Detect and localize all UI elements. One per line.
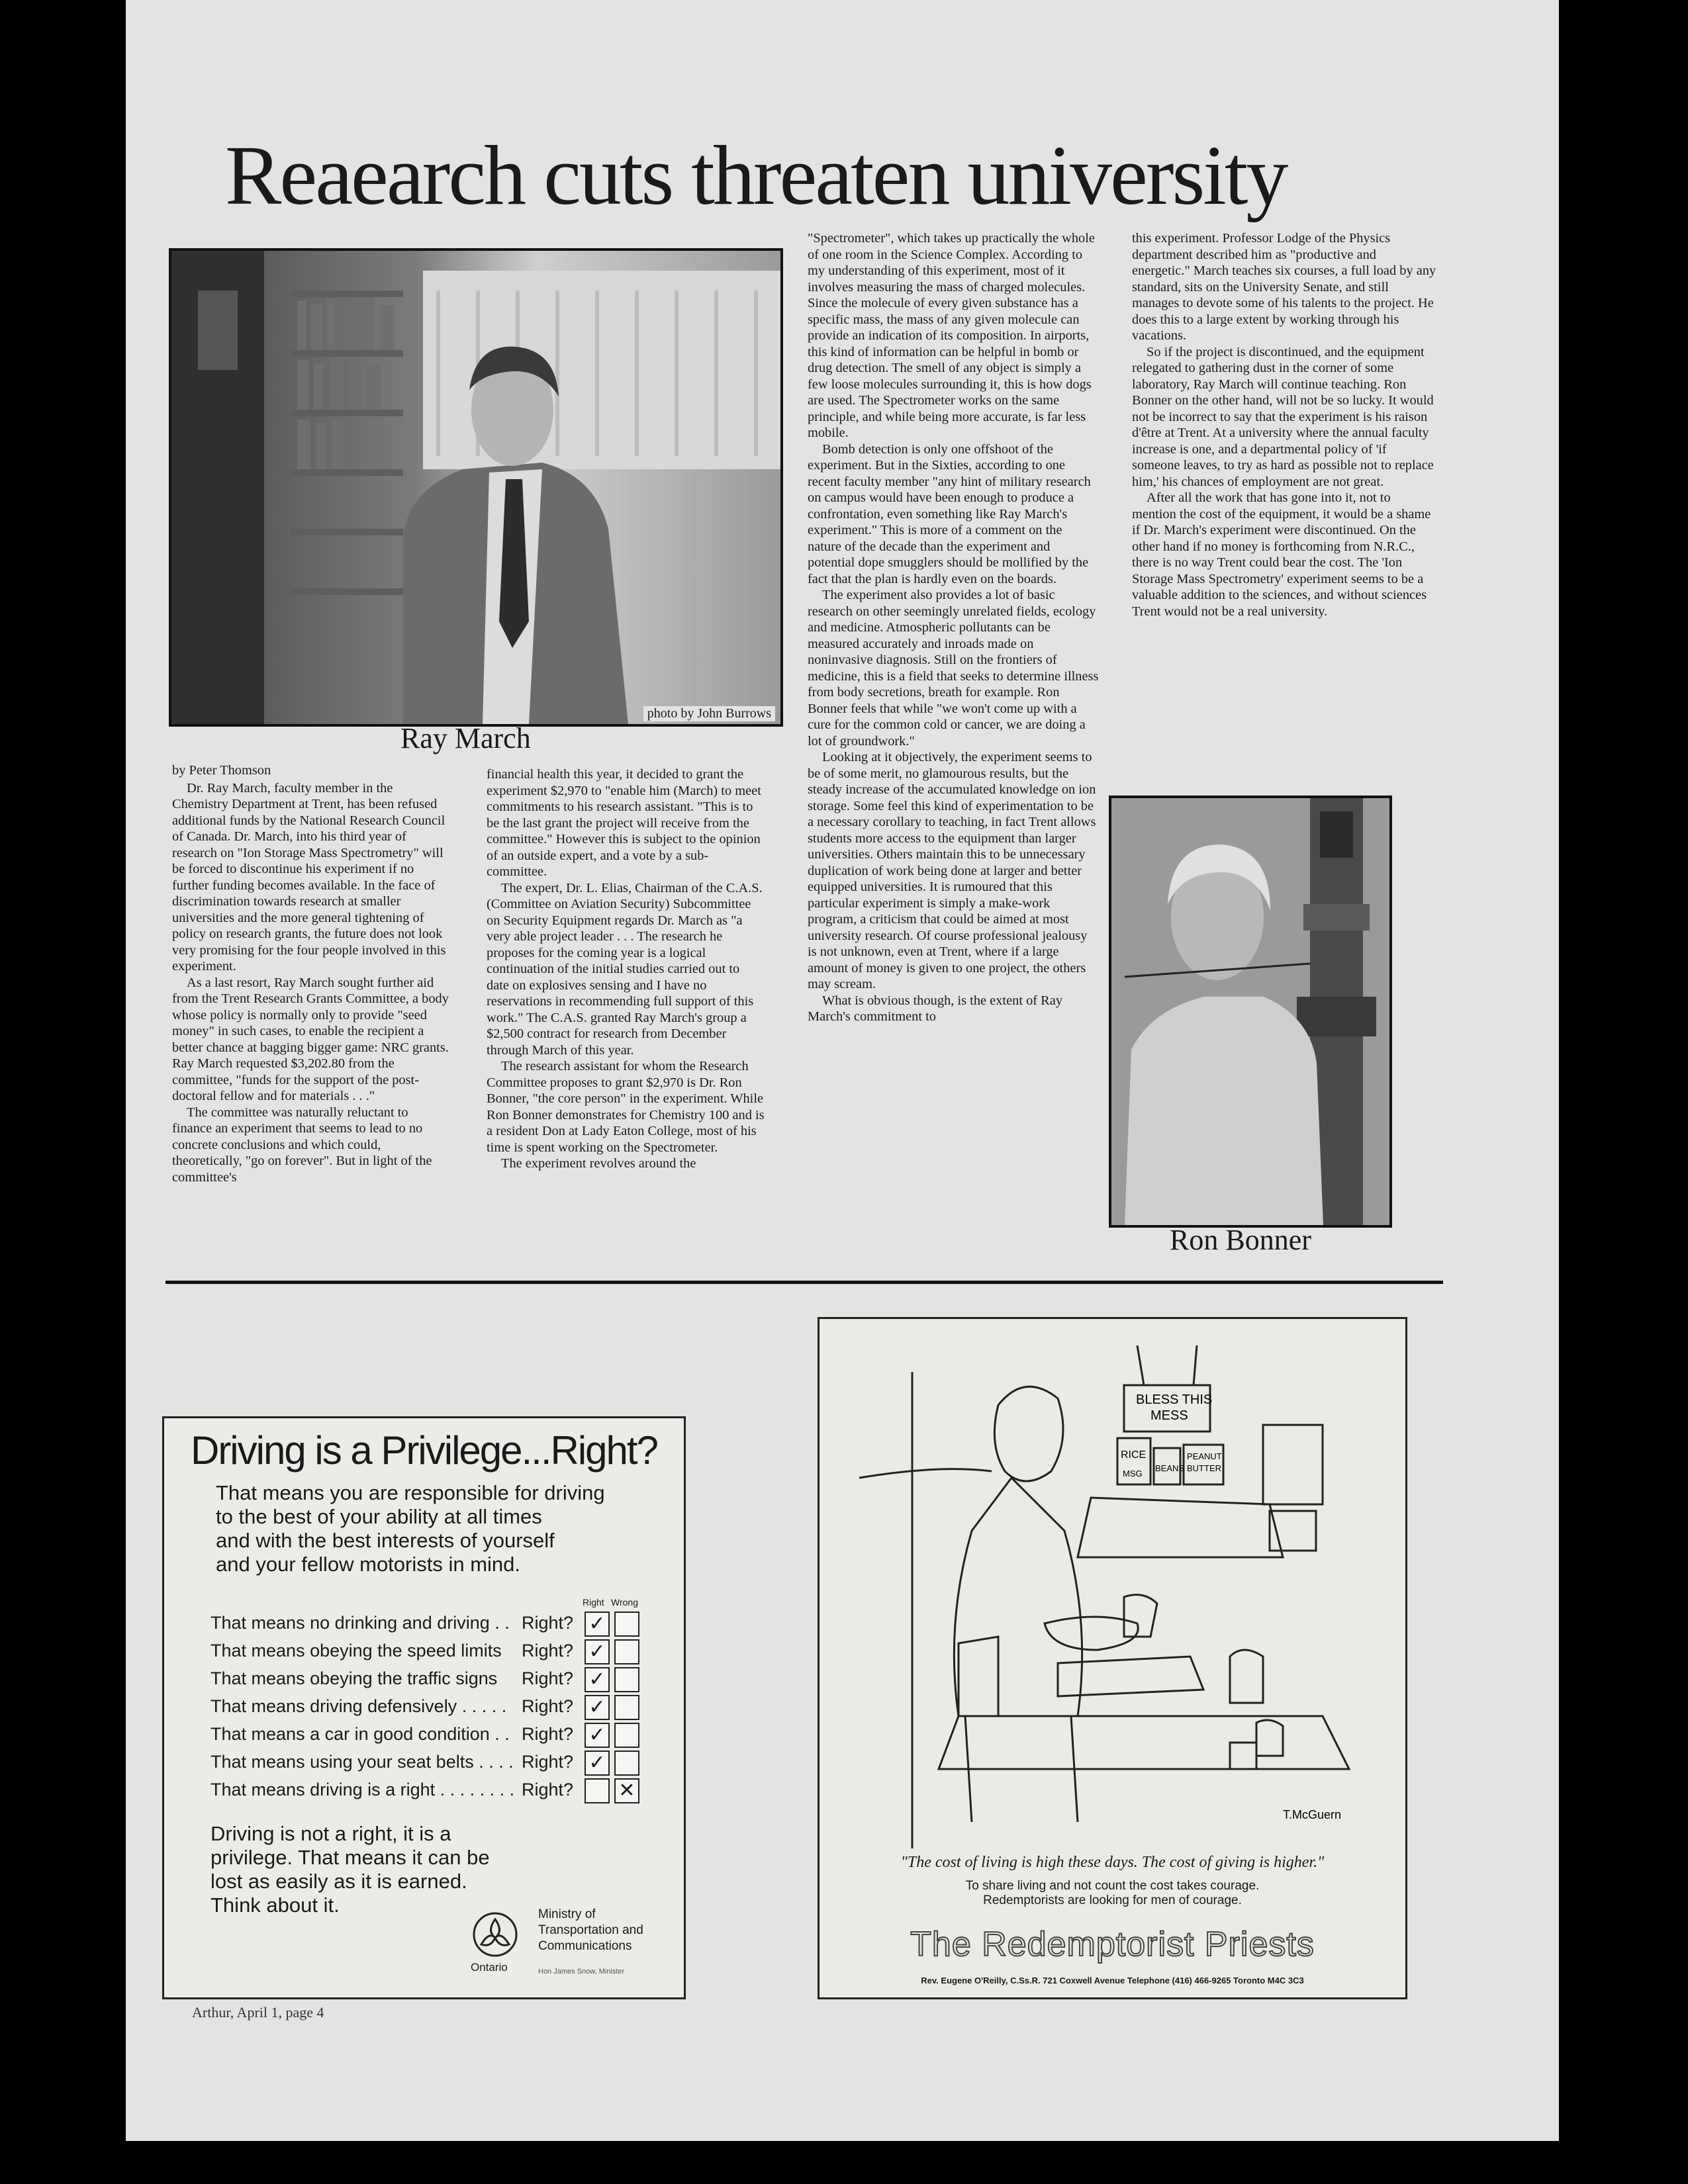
cartoon-illustration (859, 1345, 1369, 1848)
checklist-label: That means obeying the traffic signs (211, 1668, 498, 1688)
byline: by Peter Thomson (172, 763, 271, 778)
ad-closing-line: Think about it. (211, 1893, 340, 1917)
right-column-header: Right (583, 1597, 604, 1608)
ad-closing-line: privilege. That means it can be (211, 1846, 490, 1869)
ad-driving-privilege (162, 1416, 686, 1999)
ad-lead-line: to the best of your ability at all times (216, 1505, 542, 1528)
article-column-2 (487, 766, 765, 1172)
paragraph: this experiment. Professor Lodge of the Physics department described him as "productive and energetic." March teaches six courses, a full load by any standard, sits on the University Senate, and still manages to devote some of his talents to the project. He does this to a large extent by working through his vacations. (1132, 231, 1436, 343)
ad-redemptorist-priests (818, 1317, 1407, 1999)
right-checkbox: ✓ (585, 1612, 610, 1637)
right-checkbox: ✓ (585, 1723, 610, 1748)
checklist-question: Right? (522, 1752, 574, 1772)
right-checkbox: ✓ (585, 1751, 610, 1776)
ministry-line: Ministry of (538, 1907, 596, 1921)
article-column-4 (1132, 230, 1436, 619)
ad-subtext-line: To share living and not count the cost takes courage. (965, 1879, 1260, 1893)
ministry-line: Communications (538, 1939, 632, 1953)
paragraph: The research assistant for whom the Research Committee proposes to grant $2,970 is Dr. Ron Bonner, "the core person" in the experiment. While Ron Bonner demonstrates for Chemistry 100 and is a resident Don at Lady Eaton College, most of his time is spent working on the Spectrometer. (487, 1059, 765, 1155)
ontario-wordmark: Ontario (471, 1961, 508, 1974)
photo-ray-march-image (171, 251, 780, 724)
ad-quote: "The cost of living is high these days. The cost of giving is higher." (900, 1854, 1325, 1871)
checklist-row (211, 1610, 641, 1635)
photo-ron-bonner-image (1111, 798, 1389, 1225)
wrong-checkbox (614, 1723, 639, 1748)
section-divider (165, 1281, 1443, 1284)
checklist-row (211, 1638, 641, 1663)
paragraph: So if the project is discontinued, and the equipment relegated to gathering dust in the corner of some laboratory, Ray March will continue teaching. Ron Bonner on the other hand, will not be so lucky. It would not be incorrect to say that the experiment is his raison d'être at Trent. At a university where the annual faculty increase is one, and a departmental policy of 'if someone leaves, to try as hard as possible not to replace him,' his chances of employment are not great. (1132, 344, 1434, 489)
checklist-question: Right? (522, 1613, 574, 1633)
paragraph: The experiment also provides a lot of basic research on other seemingly unrelated fields, ecology and medicine. Atmospheric pollutants can be measured accurately and inroads made on noninvasive diagnosis. Still on the frontiers of medicine, this is a field that seeks to determine illness from body secretions, breath for example. Ron Bonner feels that while "we won't come up with a cure for the common cold or cancer, we are doing a lot of groundwork." (808, 588, 1099, 749)
wrong-checkbox: ✕ (614, 1778, 639, 1803)
cartoonist-signature: T.McGuern (1283, 1808, 1342, 1821)
wrong-checkbox (614, 1639, 639, 1664)
jar-label: BEANS (1155, 1463, 1185, 1473)
paragraph: After all the work that has gone into it, not to mention the cost of the equipment, it would be a shame if Dr. March's experiment were discontinued. On the other hand if no money is forthcoming from N.R.C., there is no way Trent could bear the cost. The 'Ion Storage Mass Spectrometry' experiment seems to be a valuable addition to the sciences, and without sciences Trent would not be a real university. (1132, 490, 1431, 619)
ad-lead-line: and your fellow motorists in mind. (216, 1553, 521, 1576)
jar-label: BUTTER (1187, 1463, 1221, 1473)
checklist-row (211, 1666, 641, 1691)
checklist-question: Right? (522, 1724, 574, 1744)
photo-ron-bonner (1109, 796, 1392, 1228)
page-footer: Arthur, April 1, page 4 (192, 2004, 324, 2021)
photo-caption-ron-bonner: Ron Bonner (1170, 1224, 1311, 1256)
wrong-column-header: Wrong (611, 1597, 638, 1608)
ad-subtext (820, 1879, 1405, 1908)
checklist-row (211, 1749, 641, 1774)
article-column-3 (808, 230, 1099, 1025)
ministry-line: Transportation and (538, 1923, 643, 1937)
photo-caption-ray-march: Ray March (400, 722, 531, 754)
checklist-label: That means driving defensively . . . . . (211, 1696, 507, 1716)
ad-closing-line: Driving is not a right, it is a (211, 1822, 451, 1845)
paragraph: As a last resort, Ray March sought further aid from the Trent Research Grants Committee, a body whose policy is normally only to provide "seed money" in such cases, to enable the recipient a better chance at bagging bigger game: NRC grants. Ray March requested $3,202.80 from the committee, "funds for the support of the post-doctoral fellow and for materials . . ." (172, 975, 449, 1103)
ad-subtext-line: Redemptorists are looking for men of courage. (983, 1893, 1242, 1907)
ministry-name (538, 1907, 643, 1954)
checklist-label: That means driving is a right . . . . . . . . (211, 1780, 515, 1799)
paragraph: "Spectrometer", which takes up practically the whole of one room in the Science Complex. According to my understanding of this experiment, most of it involves measuring the mass of charged molecules. Since the molecule of every given substance has a specific mass, the mass of any given molecule can provide an indication of its composition. In airports, this kind of information can be helpful in bomb or drug detection. The smell of any object is simply a few loose molecules surrounding it, this is how dogs are used. The Spectrometer works on the same principle, and while being more accurate, is far less mobile. (808, 231, 1095, 440)
ad-lead-line: That means you are responsible for driving (216, 1481, 605, 1504)
checklist-question: Right? (522, 1780, 574, 1799)
organization-address: Rev. Eugene O'Reilly, C.Ss.R. 721 Coxwell Avenue Telephone (416) 466-9265 Toronto M4C 3C3 (921, 1976, 1304, 1985)
minister-name: Hon James Snow, Minister (538, 1968, 625, 1976)
article-column-1 (172, 762, 450, 1185)
wrong-checkbox (614, 1695, 639, 1720)
paragraph: financial health this year, it decided to grant the experiment $2,970 to "enable him (March) to meet commitments to his research assistant. "This is to be the last grant the project will receive from the committee." However this is subject to the opinion of an outside expert, and a vote by a sub-committee. (487, 767, 761, 879)
cartoon-sign-line-1: BLESS THIS (1136, 1392, 1213, 1407)
headline: Reaearch cuts threaten university (225, 128, 1287, 222)
paragraph: The experiment revolves around the (501, 1156, 696, 1171)
ontario-trillium-icon (472, 1911, 518, 1958)
paragraph: The expert, Dr. L. Elias, Chairman of the C.A.S. (Committee on Aviation Security) Subcommittee on Security Equipment regards Dr. March as "a very able project leader . . . The research he proposes for the coming year is a logical continuation of the initial studies carried out to date on explosives sensing and I have no reservations in recommending full support of this work." The C.A.S. granted Ray March's group a $2,500 contract for research from December through March of this year. (487, 880, 763, 1058)
checklist-label: That means using your seat belts . . . . (211, 1752, 514, 1772)
paragraph: The committee was naturally reluctant to finance an experiment that seems to lead to no concrete conclusions and which could, theoretically, "go on forever". But in light of the committee's (172, 1105, 432, 1185)
checklist-question: Right? (522, 1668, 574, 1688)
right-checkbox: ✓ (585, 1695, 610, 1720)
paragraph: Bomb detection is only one offshoot of the experiment. But in the Sixties, according to one recent faculty member "any hint of military research on campus would have been enough to produce a confrontation, even something like Ray March's experiment." This is more of a comment on the nature of the decade than the experiment and potential dope smugglers should be mollified by the fact that the plan is hardly even on the boards. (808, 441, 1091, 586)
photo-ray-march (169, 248, 783, 727)
wrong-checkbox (614, 1612, 639, 1637)
checklist-label: That means obeying the speed limits (211, 1641, 502, 1661)
checklist-label: That means a car in good condition . . (211, 1724, 510, 1744)
jar-label: PEANUT (1187, 1451, 1222, 1461)
jar-label: RICE (1121, 1449, 1147, 1461)
ad-lead-text (216, 1481, 605, 1576)
photo-credit: photo by John Burrows (643, 706, 775, 721)
checklist-row (211, 1694, 641, 1719)
checklist-question: Right? (522, 1696, 574, 1716)
ad-title: Driving is a Privilege...Right? (191, 1428, 657, 1473)
checklist-row (211, 1777, 641, 1802)
ad-lead-line: and with the best interests of yourself (216, 1529, 555, 1552)
checklist-row (211, 1721, 641, 1747)
right-checkbox: ✓ (585, 1639, 610, 1664)
checklist-question: Right? (522, 1641, 574, 1661)
jar-label: MSG (1123, 1469, 1143, 1479)
checklist-label: That means no drinking and driving . . (211, 1613, 510, 1633)
organization-name: The Redemptorist Priests (910, 1925, 1315, 1964)
wrong-checkbox (614, 1667, 639, 1692)
right-checkbox (585, 1778, 610, 1803)
paragraph: Dr. Ray March, faculty member in the Chemistry Department at Trent, has been refused additional funds by the National Research Council of Canada. Dr. March, into his third year of research on "Ion Storage Mass Spectrometry" will be forced to discontinue his experiment if no further funding becomes available. In the face of discrimination towards research at smaller universities and the more general tightening of policy on research grants, the future does not look very promising for the four people involved in this experiment. (172, 780, 446, 974)
paragraph: Looking at it objectively, the experiment seems to be of some merit, no glamourous results, but the steady increase of the accumulated knowledge on ion storage. Some feel this kind of experimentation to be a necessary corollary to teaching, in fact Trent allows students more access to the equipment than larger universities. Others maintain this to be unnecessary duplication of work being done at larger and better equipped universities. It is rumoured that this particular experiment is simply a make-work program, a criticism that could be aimed at most university research. Of course professional jealousy is not unknown, even at Trent, where if a large amount of money is given to one project, the others may scream. (808, 750, 1096, 991)
cartoon-sign-line-2: MESS (1150, 1408, 1188, 1423)
paragraph: What is obvious though, is the extent of Ray March's commitment to (808, 993, 1063, 1024)
right-checkbox: ✓ (585, 1667, 610, 1692)
wrong-checkbox (614, 1751, 639, 1776)
ad-closing-line: lost as easily as it is earned. (211, 1870, 467, 1893)
ad-closing-text (211, 1822, 490, 1917)
newspaper-page (126, 0, 1559, 2141)
